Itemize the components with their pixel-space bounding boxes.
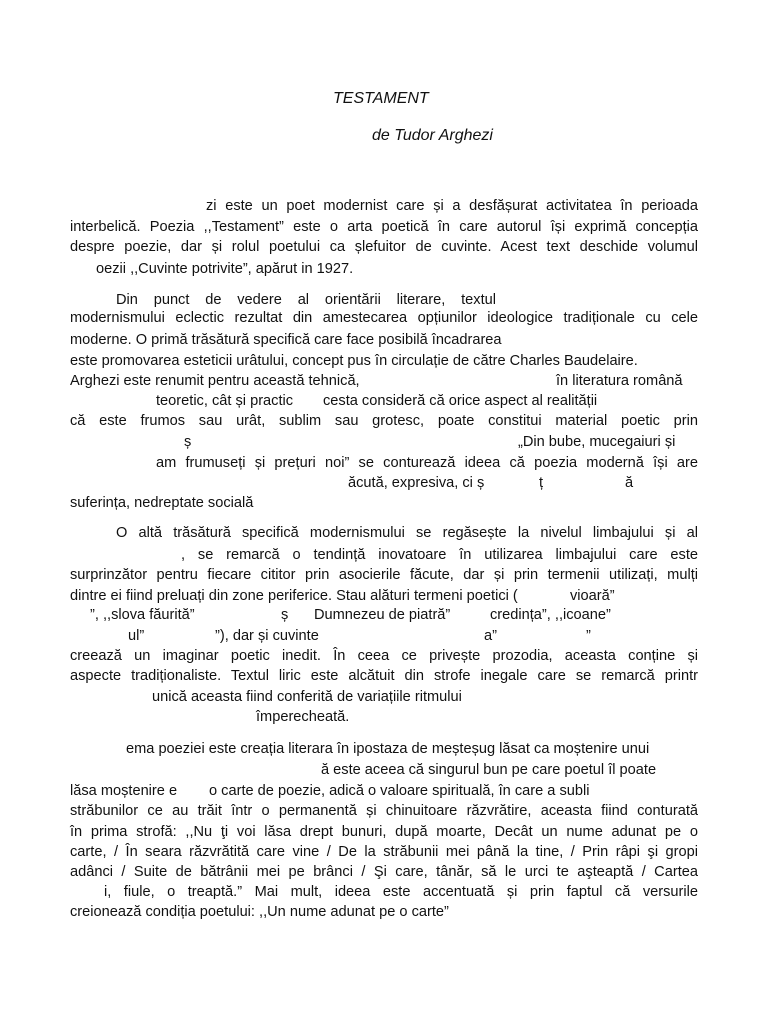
- text-line: cesta consideră că orice aspect al realității: [323, 393, 598, 409]
- text-line: creionează condiția poetului: ,,Un nume adunat pe o carte”: [70, 904, 449, 920]
- text-line: că este frumos sau urât, sublim sau grotesc, poate constitui material poetic prin: [70, 413, 698, 429]
- text-line: moderne. O primă trăsătură specifică care face posibilă încadrarea: [70, 332, 502, 348]
- text-line: am frumuseți și prețuri noi” se conturează ideea că poezia modernă își are: [156, 455, 698, 471]
- text-line: surprinzător pentru fiecare cititor prin asocierile făcute, dar și prin termenii utilizați, mulți: [70, 567, 698, 583]
- text-line: despre poezie, dar și rolul poetului ca șlefuitor de cuvinte. Acest text deschide volumul: [70, 239, 698, 255]
- text-line: „Din bube, mucegaiuri și: [518, 434, 676, 450]
- text-line: aspecte tradiționaliste. Textul liric este alcătuit din strofe inegale care se remarcă printr: [70, 668, 698, 684]
- text-line: ema poeziei este creația literara în ipostaza de meșteșug lăsat ca moștenire unui: [126, 741, 650, 757]
- document-subtitle: de Tudor Arghezi: [372, 127, 493, 144]
- text-line: este promovarea esteticii urâtului, concept pus în circulație de către Charles Baudelaire.: [70, 353, 638, 369]
- text-line: oezii ,,Cuvinte potrivite”, apărut in 1927.: [96, 261, 354, 277]
- text-line: suferința, nedreptate socială: [70, 495, 254, 511]
- text-line: carte, / În seara răzvrătită care vine / De la străbunii mei până la tine, / Prin râpi şi gropi: [70, 844, 698, 860]
- text-line: i, fiule, o treaptă.” Mai mult, ideea este accentuată și prin faptul că versurile: [104, 884, 698, 900]
- text-line: ș: [281, 607, 289, 623]
- text-line: vioară”: [570, 588, 615, 604]
- text-line: a”: [484, 628, 497, 644]
- text-line: unică aceasta fiind conferită de variațiile ritmului: [152, 689, 462, 705]
- text-line: lăsa moștenire e: [70, 783, 178, 799]
- text-line: credința”, ,,icoane”: [490, 607, 611, 623]
- text-line: ”, ,,slova făurită”: [90, 607, 195, 623]
- text-line: în literatura română: [556, 373, 683, 389]
- text-line: ul”: [128, 628, 145, 644]
- text-line: străbunilor ce au trăit într o permanentă și chinuitoare răzvrătire, aceasta fiind conturată: [70, 803, 698, 819]
- text-line: , se remarcă o tendință inovatoare în utilizarea limbajului care este: [181, 547, 698, 563]
- text-line: în prima strofă: ,,Nu ţi voi lăsa drept bunuri, după moarte, Decât un nume adunat pe o: [70, 824, 698, 840]
- text-line: Arghezi este renumit pentru această tehnică,: [70, 373, 360, 389]
- text-line: împerecheată.: [256, 709, 350, 725]
- text-line: ă este aceea că singurul bun pe care poetul îl poate: [321, 762, 657, 778]
- text-line: creează un imaginar poetic inedit. În ceea ce privește prozodia, aceasta conține și: [70, 648, 698, 664]
- text-line: Dumnezeu de piatră”: [314, 607, 451, 623]
- text-line: adânci / Suite de bătrânii mei pe brânci / Şi care, tânăr, să le urci te aşteaptă / Cartea: [70, 864, 698, 880]
- text-line: ș: [184, 434, 192, 450]
- text-line: interbelică. Poezia ,,Testament” este o arta poetică în care autorul își exprimă concepția: [70, 219, 698, 235]
- text-line: ”), dar și cuvinte: [215, 628, 319, 644]
- text-line: ă: [625, 475, 634, 491]
- document-title: TESTAMENT: [333, 90, 429, 107]
- text-line: ăcută, expresiva, ci ș: [348, 475, 485, 491]
- text-line: ț: [539, 475, 544, 491]
- text-line: zi este un poet modernist care și a desfășurat activitatea în perioada: [206, 198, 698, 214]
- text-line: teoretic, cât și practic: [156, 393, 294, 409]
- text-line: modernismului eclectic rezultat din amestecarea opțiunilor ideologice tradiționale cu cele: [70, 310, 698, 326]
- text-line: ”: [586, 628, 591, 644]
- text-line: o carte de poezie, adică o valoare spirituală, în care a subli: [209, 783, 590, 799]
- text-line: dintre ei fiind preluați din zone periferice. Stau alături termeni poetici (: [70, 588, 518, 604]
- text-line: O altă trăsătură specifică modernismului se regăsește la nivelul limbajului și al: [116, 525, 698, 541]
- text-line: Din punct de vedere al orientării literare, textul: [116, 292, 496, 308]
